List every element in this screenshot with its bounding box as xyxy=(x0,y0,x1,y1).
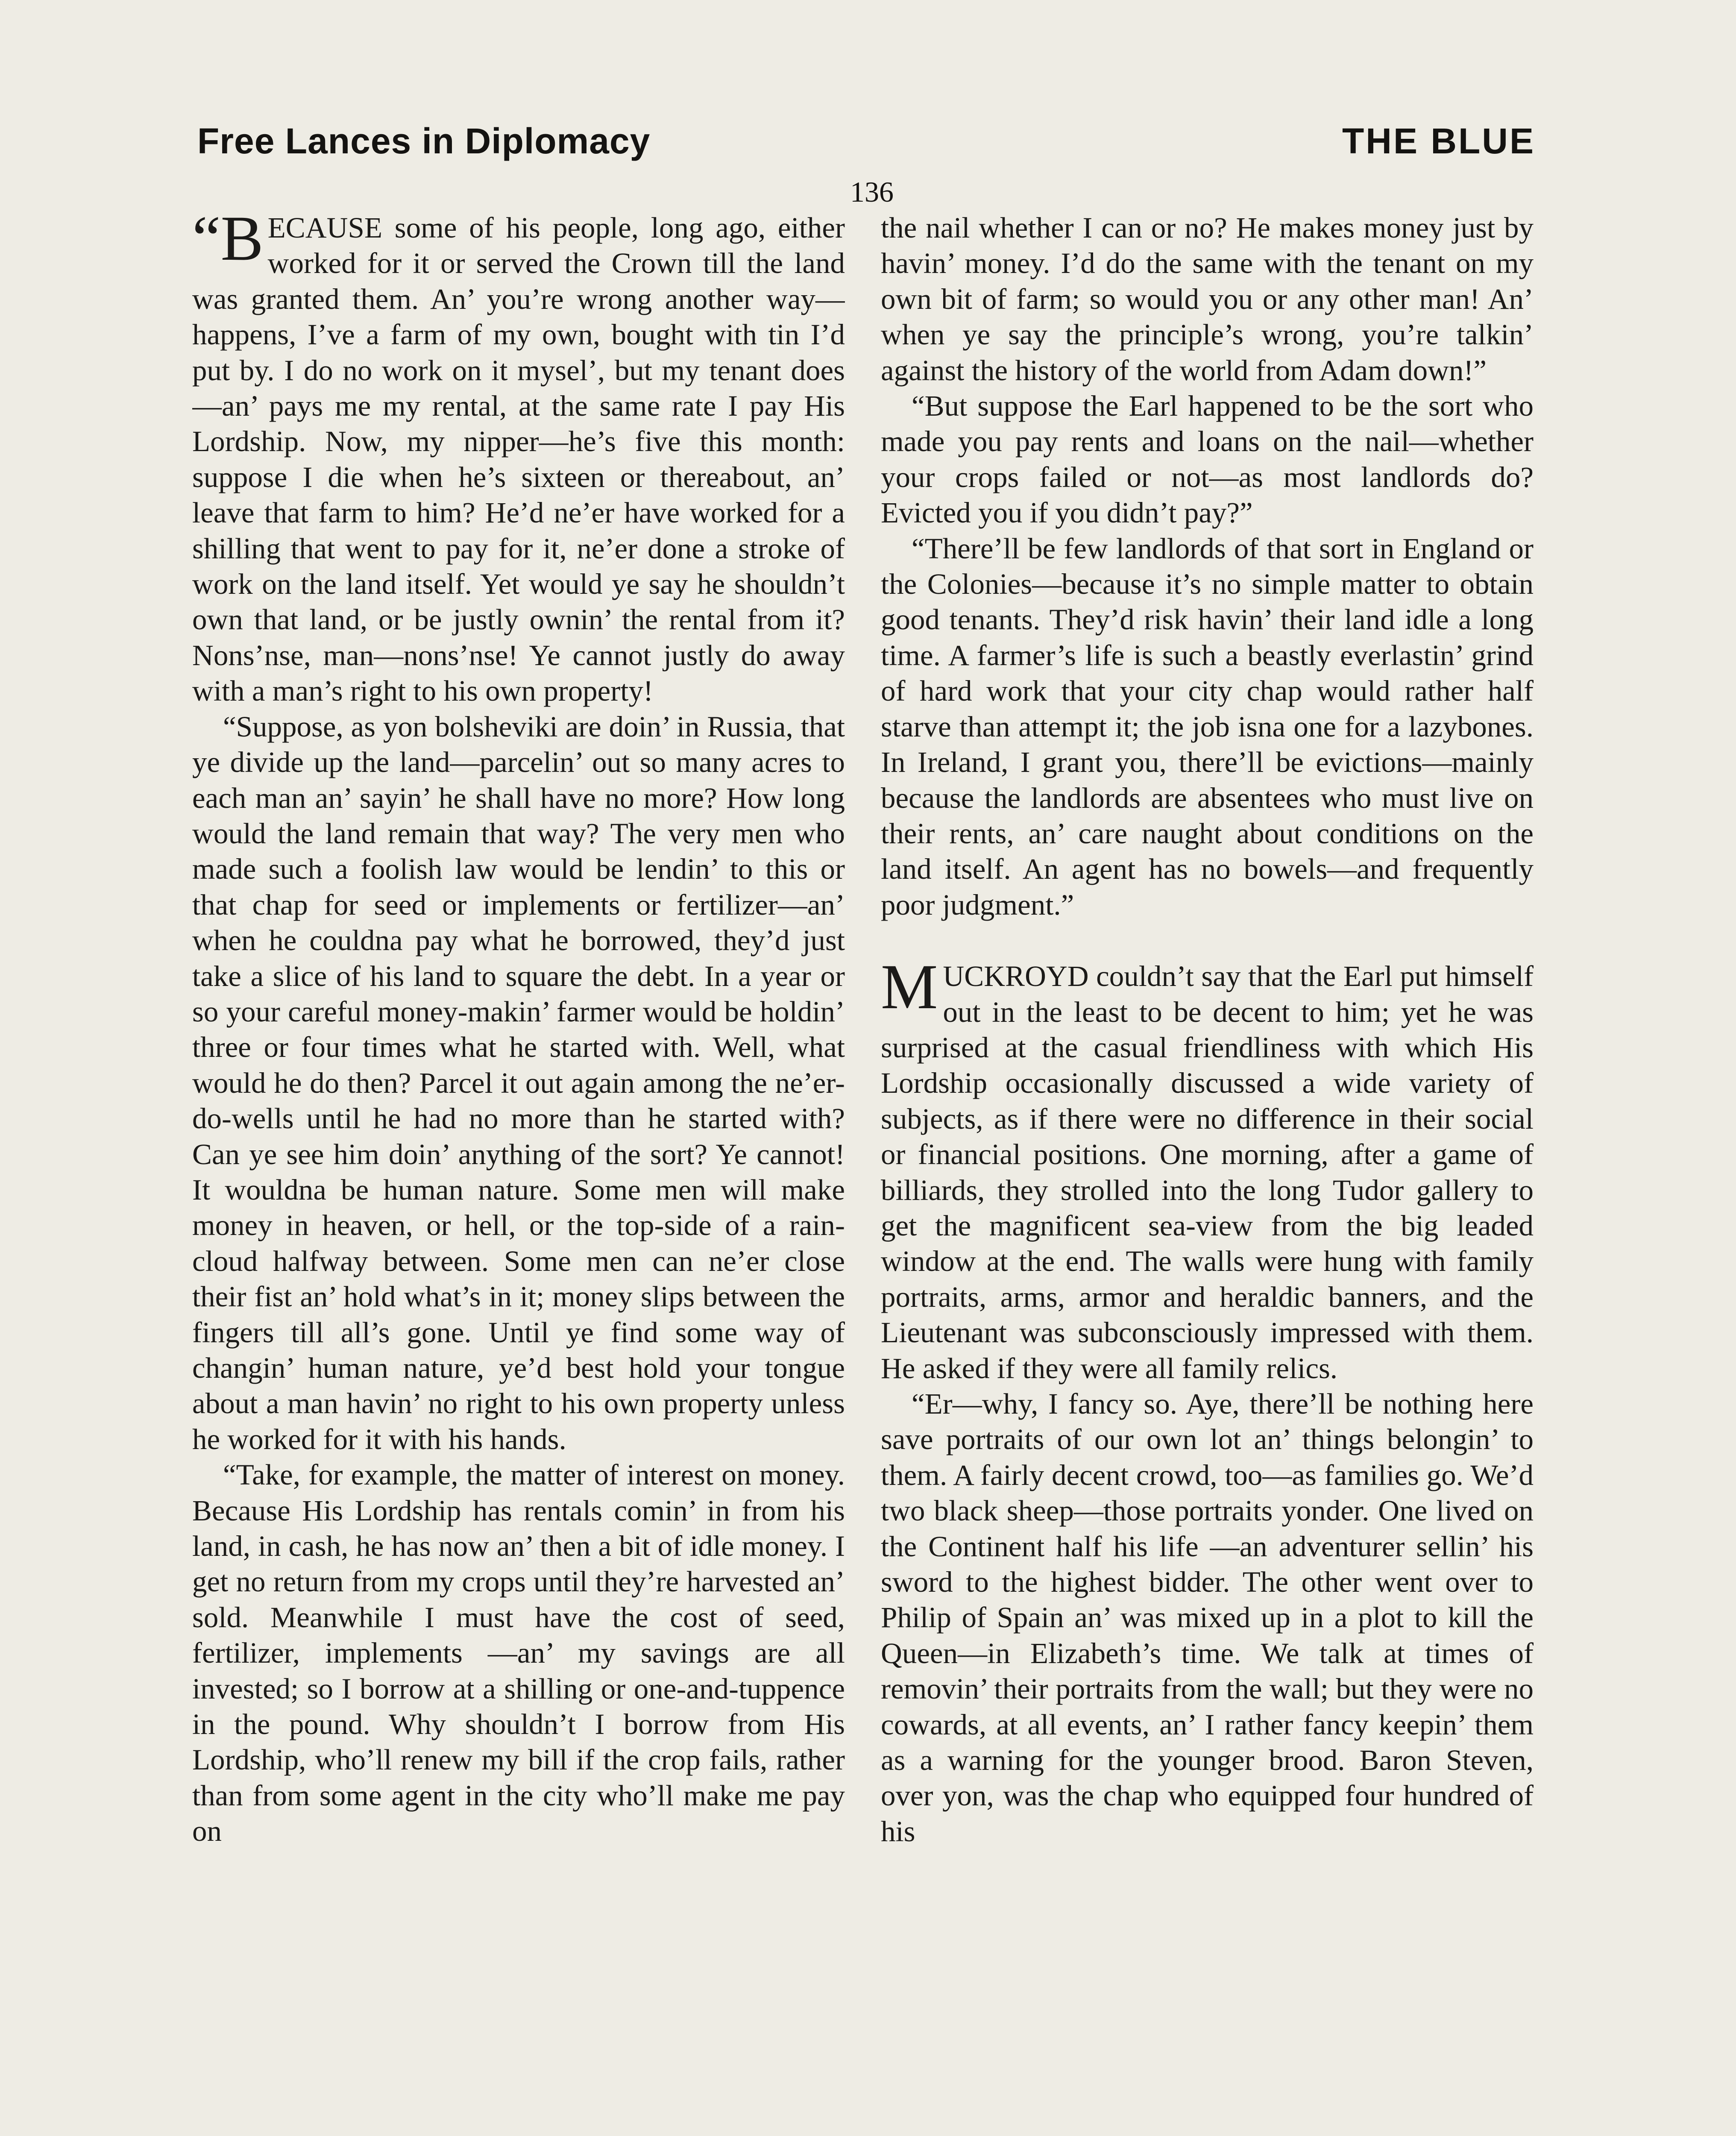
paragraph-2: “Suppose, as yon bolsheviki are doin’ in Russia, that ye divide up the land—parcelin’ out so many acres to each man an’ sayin’ he shall have no more? How long would the land remain that way? The very men who made such a foolish law would be lendin’ to this or that chap for seed or implements or fertilizer—an’ when he couldna pay what he borrowed, they’d just take a slice of his land to square the debt. In a year or so your careful money-makin’ farmer would be holdin’ three or four times what he started with. Well, what would he do then? Parcel it out again among the ne’er-do-wells until he had no more than he started with? Can ye see him doin’ anything of the sort? Ye cannot! It wouldna be human nature. Some men will make money in heaven, or hell, or the top-side of a rain-cloud halfway between. Some men can ne’er close their fist an’ hold what’s in it; money slips between the fingers till all’s gone. Until ye find some way of changin’ human nature, ye’d best hold your tongue about a man havin’ no right to his own property unless he worked for it with his hands. xyxy=(192,710,845,1455)
paragraph-5: “But suppose the Earl happened to be the sort who made you pay rents and loans on the nail—whether your crops failed or not—as most landlords do? Evicted you if you didn’t pay?” xyxy=(881,390,1534,529)
paragraph-text: couldn’t say that the Earl put himself out in the least to be decent to him; yet he was surprised at the casual friendliness with which His Lordship occasionally discussed a wide variety of subjects, as if there were no difference in their social or financial positions. One morning, after a game of billiards, they strolled into the long Tudor gallery to get the magnificent sea-view from the big leaded window at the end. The walls were hung with family portraits, arms, armor and heraldic banners, and the Lieutenant was subconsciously impressed with them. He asked if they were all family relics. xyxy=(881,960,1534,1385)
dropcap-quote: “ xyxy=(192,210,221,274)
paragraph-4: the nail whether I can or no? He makes money just by havin’ money. I’d do the same with the tenant on my own bit of farm; so would you or any other man! An’ when ye say the principle’s wrong, you’re talkin’ against the history of the world from Adam down!” xyxy=(881,211,1534,387)
first-word-rest: ECAUSE xyxy=(267,211,382,244)
paragraph-1 xyxy=(192,210,845,709)
page-header xyxy=(0,0,1736,239)
dropcap xyxy=(192,210,264,274)
page-number: 136 xyxy=(850,176,894,208)
running-title: Free Lances in Diplomacy xyxy=(197,121,651,161)
magazine-name: THE BLUE xyxy=(1342,121,1535,161)
right-column xyxy=(881,210,1534,2136)
paragraph-6: “There’ll be few landlords of that sort in England or the Colonies—because it’s no simple matter to obtain good tenants. They’d risk havin’ their land idle a long time. A farmer’s life is such a beastly everlastin’ grind of hard work that your city chap would rather half starve than attempt it; the job isna one for a lazybones. In Ireland, I grant you, there’ll be evictions—mainly because the landlords are absentees who must live on their rents, an’ care naught about conditions on the land itself. An agent has no bowels—and frequently poor judgment.” xyxy=(881,532,1534,921)
left-column xyxy=(192,210,845,2136)
dropcap-letter: B xyxy=(220,210,264,274)
paragraph-text: some of his people, long ago, either worked for it or served the Crown till the land was granted them. An’ you’re wrong another way—happens, I’ve a farm of my own, bought with tin I’d put by. I do no work on it mysel’, but my tenant does—an’ pays me my rental, at the same rate I pay His Lordship. Now, my nipper—he’s five this month: suppose I die when he’s sixteen or thereabout, an’ leave that farm to him? He’d ne’er have worked for a shilling that went to pay for it, ne’er done a stroke of work on the land itself. Yet would ye say he shouldn’t own that land, or be justly ownin’ the rental from it? Nons’nse, man—nons’nse! Ye cannot justly do away with a man’s right to his own property! xyxy=(192,211,845,707)
dropcap-letter: M xyxy=(881,951,938,1023)
paragraph-3: “Take, for example, the matter of interest on money. Because His Lordship has rentals comin’ in from his land, in cash, he has now an’ then a bit of idle money. I get no return from my crops until they’re harvested an’ sold. Meanwhile I must have the cost of seed, fertilizer, implements —an’ my savings are all invested; so I borrow at a shilling or one-and-tuppence in the pound. Why shouldn’t I borrow from His Lordship, who’ll renew my bill if the crop fails, rather than from some agent in the city who’ll make me pay on xyxy=(192,1458,845,1848)
first-word-rest: UCKROYD xyxy=(943,960,1089,993)
paragraph-7 xyxy=(881,951,1534,1386)
paragraph-8: “Er—why, I fancy so. Aye, there’ll be nothing here save portraits of our own lot an’ things belongin’ to them. A fairly decent crowd, too—as families go. We’d two black sheep—those portraits yonder. One lived on the Continent half his life —an adventurer sellin’ his sword to the highest bidder. The other went over to Philip of Spain an’ was mixed up in a plot to kill the Queen—in Elizabeth’s time. We talk at times of removin’ their portraits from the wall; but they were no cowards, at all events, an’ I rather fancy keepin’ them as a warning for the younger brood. Baron Steven, over yon, was the chap who equipped four hundred of his xyxy=(881,1388,1534,1848)
